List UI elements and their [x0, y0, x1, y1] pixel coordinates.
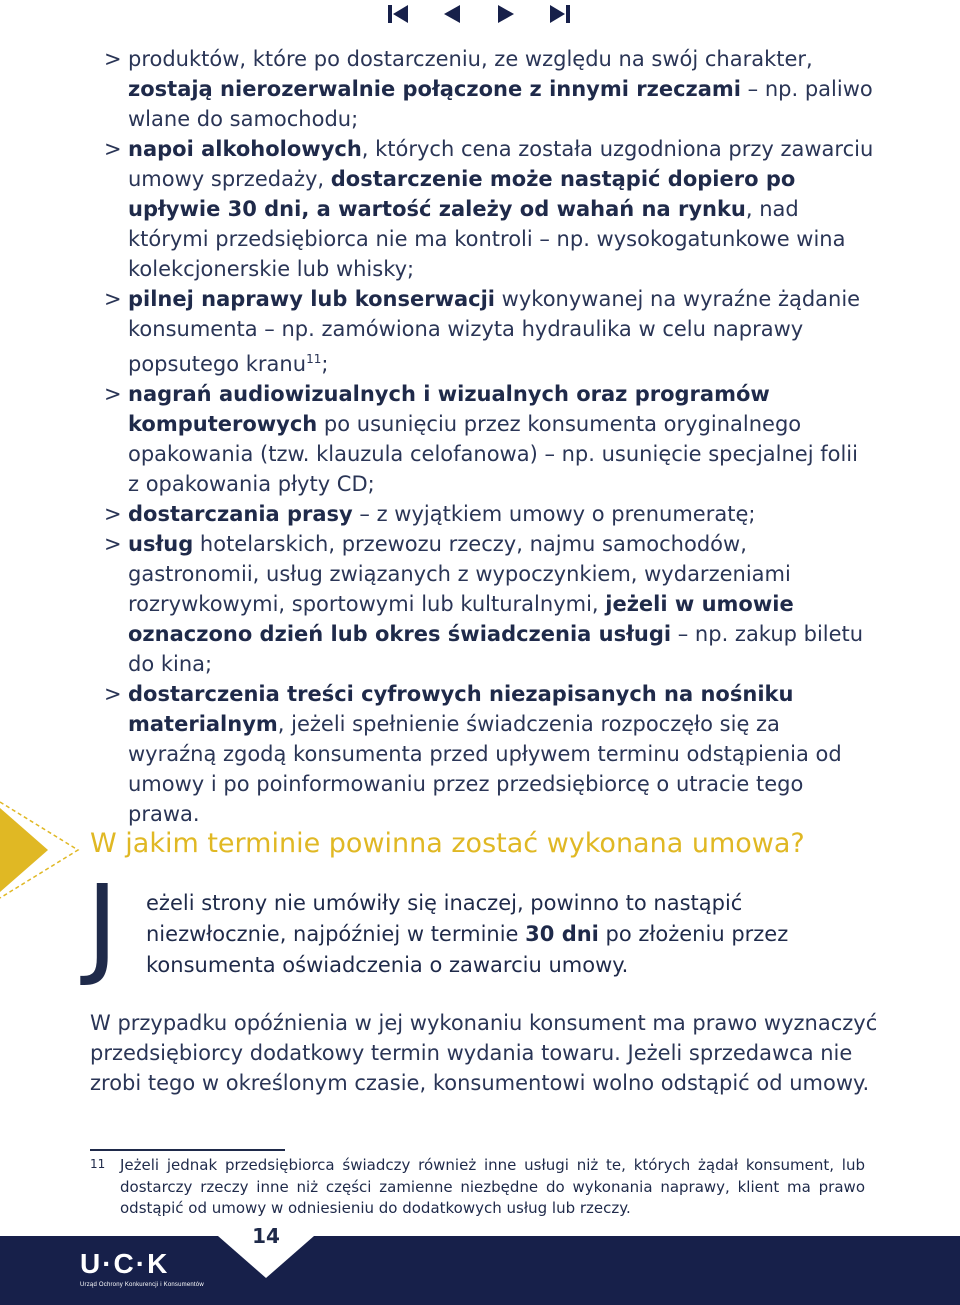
- footnote-text: Jeżeli jednak przedsiębiorca świadczy również inne usługi niż te, których żądał konsument, lub dostarczy rzeczy inne niż części zamienne niezbędne do wykonania naprawy, klient ma prawo odstąpić od umowy w odniesieniu do dodatkowych usług lub rzeczy.: [120, 1156, 865, 1217]
- list-item: [104, 284, 874, 379]
- list-item-text: usług hotelarskich, przewozu rzeczy, najmu samochodów, gastronomii, usług związanych z wypoczynkiem, wydarzeniami rozrywkowymi, sportowymi lub kulturalnymi, jeżeli w umowie oznaczono dzień lub okres świadczenia usługi – np. zakup biletu do kina;: [128, 532, 864, 676]
- list-marker: >: [104, 47, 122, 71]
- list-marker: >: [104, 682, 122, 706]
- list-marker: >: [104, 287, 122, 311]
- list-item-text: napoi alkoholowych, których cena została uzgodniona przy zawarciu umowy sprzedaży, dostarczenie może nastąpić dopiero po upływie 30 dni, a wartość zależy od wahań na rynku, nad którymi przedsiębiorca nie ma kontroli – np. wysokogatunkowe wina kolekcjonerskie lub whisky;: [128, 137, 874, 281]
- uokik-logo: [80, 1248, 204, 1288]
- footnote-divider: [90, 1149, 285, 1151]
- list-marker: >: [104, 137, 122, 161]
- list-item-text: nagrań audiowizualnych i wizualnych oraz programów komputerowych po usunięciu przez konsumenta oryginalnego opakowania (tzw. klauzula celofanowa) – np. usunięcie specjalnej folii z opakowania płyty CD;: [128, 382, 858, 496]
- skip-to-first-icon[interactable]: [386, 4, 410, 24]
- list-item-text: produktów, które po dostarczeniu, ze względu na swój charakter, zostają nierozerwalnie połączone z innymi rzeczami – np. paliwo wlane do samochodu;: [128, 47, 873, 131]
- exceptions-list: [104, 44, 874, 829]
- list-item-text: dostarczenia treści cyfrowych niezapisanych na nośniku materialnym, jeżeli spełnienie świadczenia rozpoczęło się za wyraźną zgodą konsumenta przed upływem terminu odstąpienia od umowy i po poinformowaniu przez przedsiębiorcę o utracie tego prawa.: [128, 682, 842, 826]
- list-item: [104, 134, 874, 284]
- drop-cap: J: [86, 861, 119, 989]
- list-item: [104, 44, 874, 134]
- list-item: [104, 379, 874, 499]
- list-item: [104, 679, 874, 829]
- list-item: [104, 499, 874, 529]
- list-item: [104, 529, 874, 679]
- next-page-icon[interactable]: [496, 4, 516, 24]
- page-navigation: [384, 4, 574, 24]
- logo-subtitle: Urząd Ochrony Konkurencji i Konsumentów: [80, 1282, 204, 1288]
- list-marker: >: [104, 502, 122, 526]
- footnote-number: 11: [90, 1157, 106, 1171]
- list-marker: >: [104, 532, 122, 556]
- body-paragraph: W przypadku opóźnienia w jej wykonaniu konsument ma prawo wyznaczyć przedsiębiorcy dodatkowy termin wydania towaru. Jeżeli sprzedawca nie zrobi tego w określonym czasie, konsumentowi wolno odstąpić od umowy.: [90, 1011, 878, 1095]
- section-heading: W jakim terminie powinna zostać wykonana umowa?: [90, 828, 805, 859]
- list-item-text: pilnej naprawy lub konserwacji wykonywanej na wyraźne żądanie konsumenta – np. zamówiona wizyta hydraulika w celu naprawy popsutego kranu$^{11}$;: [128, 287, 861, 376]
- decorative-triangle-icon: [0, 800, 80, 900]
- lead-paragraph: eżeli strony nie umówiły się inaczej, powinno to nastąpić niezwłocznie, najpóźniej w terminie 30 dni po złożeniu przez konsumenta oświadczenia o zawarciu umowy.: [146, 891, 789, 977]
- skip-to-last-icon[interactable]: [548, 4, 572, 24]
- previous-page-icon[interactable]: [442, 4, 462, 24]
- list-item-text: dostarczania prasy – z wyjątkiem umowy o prenumeratę;: [128, 502, 756, 526]
- page-number: 14: [252, 1224, 280, 1248]
- list-marker: >: [104, 382, 122, 406]
- logo-wordmark: U·C·K: [80, 1248, 170, 1279]
